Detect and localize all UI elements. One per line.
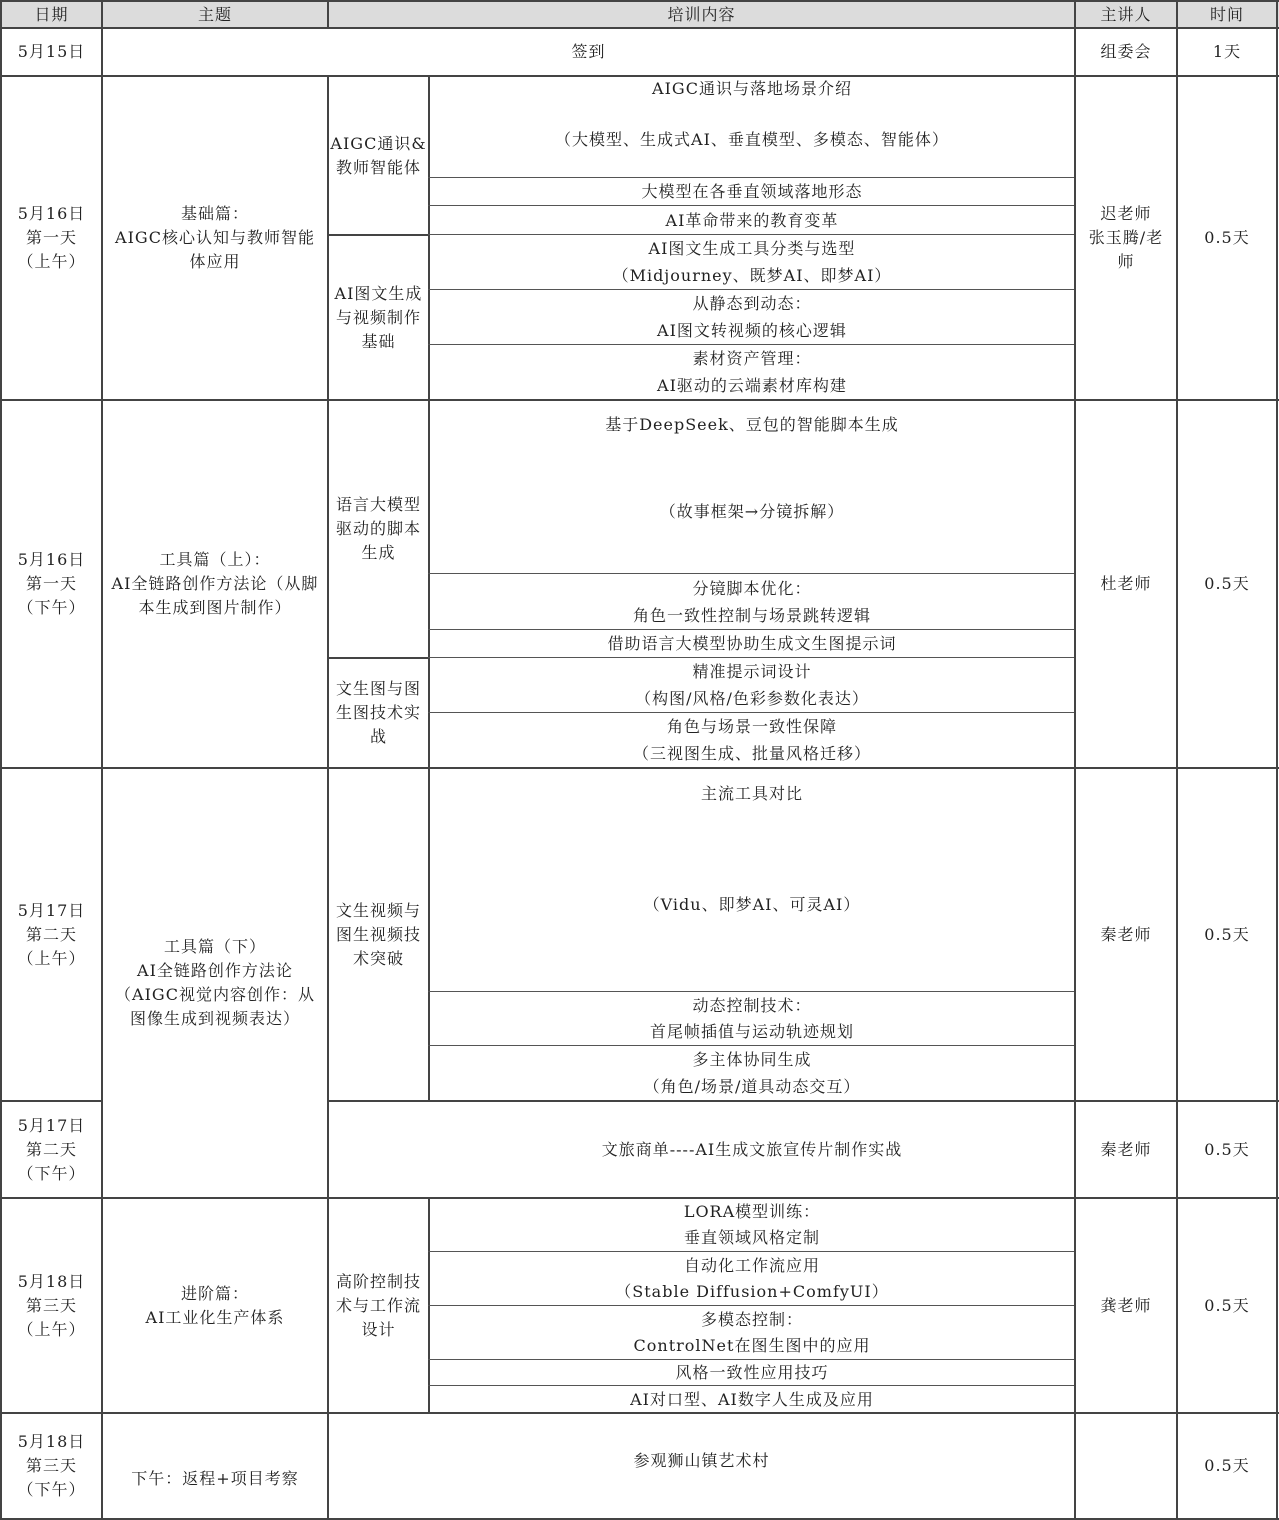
row1-speaker: 迟老师 张玉腾/老 师	[1088, 204, 1164, 271]
row2-item: 基于DeepSeek、豆包的智能脚本生成	[605, 415, 899, 434]
row0-time: 1天	[1212, 42, 1242, 61]
row1-theme: 基础篇： AIGC核心认知与教师智能 体应用	[115, 204, 315, 271]
row2-item: （三视图生成、批量风格迁移）	[632, 743, 871, 763]
row3-speaker: 秦老师	[1100, 924, 1152, 944]
row0-content: 签到	[571, 42, 606, 61]
row5-item: AI对口型、AI数字人生成及应用	[630, 1389, 874, 1409]
row2-item: （构图/风格/色彩参数化表达）	[635, 688, 869, 708]
row6-time: 0.5天	[1204, 1456, 1250, 1475]
row1-subtheme-2: AI图文生成 与视频制作 基础	[334, 283, 423, 351]
header-theme: 主题	[197, 4, 232, 24]
row3-item: 多主体协同生成	[692, 1050, 812, 1069]
row3-date: 5月17日 第二天 （上午）	[17, 900, 86, 968]
row2-theme: 工具篇（上）： AI全链路创作方法论（从脚 本生成到图片制作）	[111, 550, 319, 617]
row1-item: AI图文转视频的核心逻辑	[657, 320, 847, 340]
row6-date: 5月18日 第三天 （下午）	[17, 1432, 86, 1499]
row3-item: （角色/场景/道具动态交互）	[643, 1076, 861, 1096]
row1-item: AI图文生成工具分类与选型	[648, 239, 856, 258]
row0-date: 5月15日	[17, 42, 86, 61]
row2-item: 角色与场景一致性保障	[666, 717, 837, 736]
row5-item: 风格一致性应用技巧	[675, 1363, 829, 1382]
row1-item: （大模型、生成式AI、垂直模型、多模态、智能体）	[555, 130, 949, 149]
row5-item: ControlNet在图生图中的应用	[633, 1335, 871, 1355]
row2-speaker: 杜老师	[1100, 574, 1152, 593]
row3-item: 主流工具对比	[700, 784, 803, 803]
row4-content: 文旅商单----AI生成文旅宣传片制作实战	[601, 1139, 903, 1159]
row5-time: 0.5天	[1204, 1295, 1250, 1315]
row3-item: 首尾帧插值与运动轨迹规划	[649, 1022, 854, 1041]
row5-date: 5月18日 第三天 （上午）	[17, 1271, 86, 1339]
row5-item: （Stable Diffusion+ComfyUI）	[615, 1281, 889, 1301]
row2-item: 借助语言大模型协助生成文生图提示词	[607, 634, 897, 653]
row2-subtheme-1: 语言大模型 驱动的脚本 生成	[335, 495, 421, 562]
row5-theme: 进阶篇： AI工业化生产体系	[145, 1283, 285, 1327]
row5-subtheme-1: 高阶控制技 术与工作流 设计	[335, 1271, 421, 1339]
header-speaker: 主讲人	[1100, 4, 1152, 24]
row2-time: 0.5天	[1204, 574, 1250, 593]
row6-content: 参观狮山镇艺术村	[633, 1451, 770, 1470]
row2-item: 精准提示词设计	[692, 662, 812, 681]
header-date: 日期	[34, 4, 69, 24]
row1-item: 素材资产管理：	[692, 349, 812, 368]
row0-speaker: 组委会	[1100, 42, 1152, 61]
row3-theme: 工具篇（下） AI全链路创作方法论 （AIGC视觉内容创作：从 图像生成到视频表达）	[115, 937, 315, 1028]
row1-time: 0.5天	[1204, 228, 1250, 247]
row5-item: 自动化工作流应用	[683, 1255, 820, 1275]
row4-date: 5月17日 第二天 （下午）	[17, 1115, 86, 1183]
row3-item: （Vidu、即梦AI、可灵AI）	[643, 895, 861, 914]
row2-date: 5月16日 第一天 （下午）	[17, 550, 86, 617]
header-content: 培训内容	[667, 4, 736, 24]
row1-item: 从静态到动态：	[692, 294, 812, 313]
row1-item: （Midjourney、既梦AI、即梦AI）	[612, 265, 892, 285]
row1-subtheme-1: AIGC通识& 教师智能体	[330, 133, 427, 177]
row4-time: 0.5天	[1204, 1139, 1250, 1159]
row3-item: 动态控制技术：	[692, 996, 812, 1015]
header-time: 时间	[1209, 4, 1244, 24]
row1-item: AIGC通识与落地场景介绍	[652, 79, 852, 98]
row3-subtheme-1: 文生视频与 图生视频技 术突破	[335, 900, 421, 968]
row5-item: 多模态控制：	[700, 1309, 803, 1329]
row5-item: 垂直领域风格定制	[683, 1227, 820, 1247]
row5-speaker: 龚老师	[1100, 1295, 1152, 1315]
row1-date: 5月16日 第一天 （上午）	[17, 204, 86, 271]
row6-theme: 下午：返程+项目考察	[131, 1469, 299, 1488]
row1-item: 大模型在各垂直领域落地形态	[641, 182, 863, 201]
row2-item: 角色一致性控制与场景跳转逻辑	[632, 605, 871, 625]
row2-item: （故事框架→分镜拆解）	[659, 502, 845, 521]
row1-item: AI革命带来的教育变革	[665, 210, 839, 230]
row4-speaker: 秦老师	[1100, 1139, 1152, 1159]
row1-item: AI驱动的云端素材库构建	[657, 375, 847, 395]
row3-time: 0.5天	[1204, 924, 1250, 944]
row2-item: 分镜脚本优化：	[692, 578, 812, 598]
row5-item: LORA模型训练：	[683, 1201, 821, 1221]
row2-subtheme-2: 文生图与图 生图技术实 战	[335, 679, 421, 746]
